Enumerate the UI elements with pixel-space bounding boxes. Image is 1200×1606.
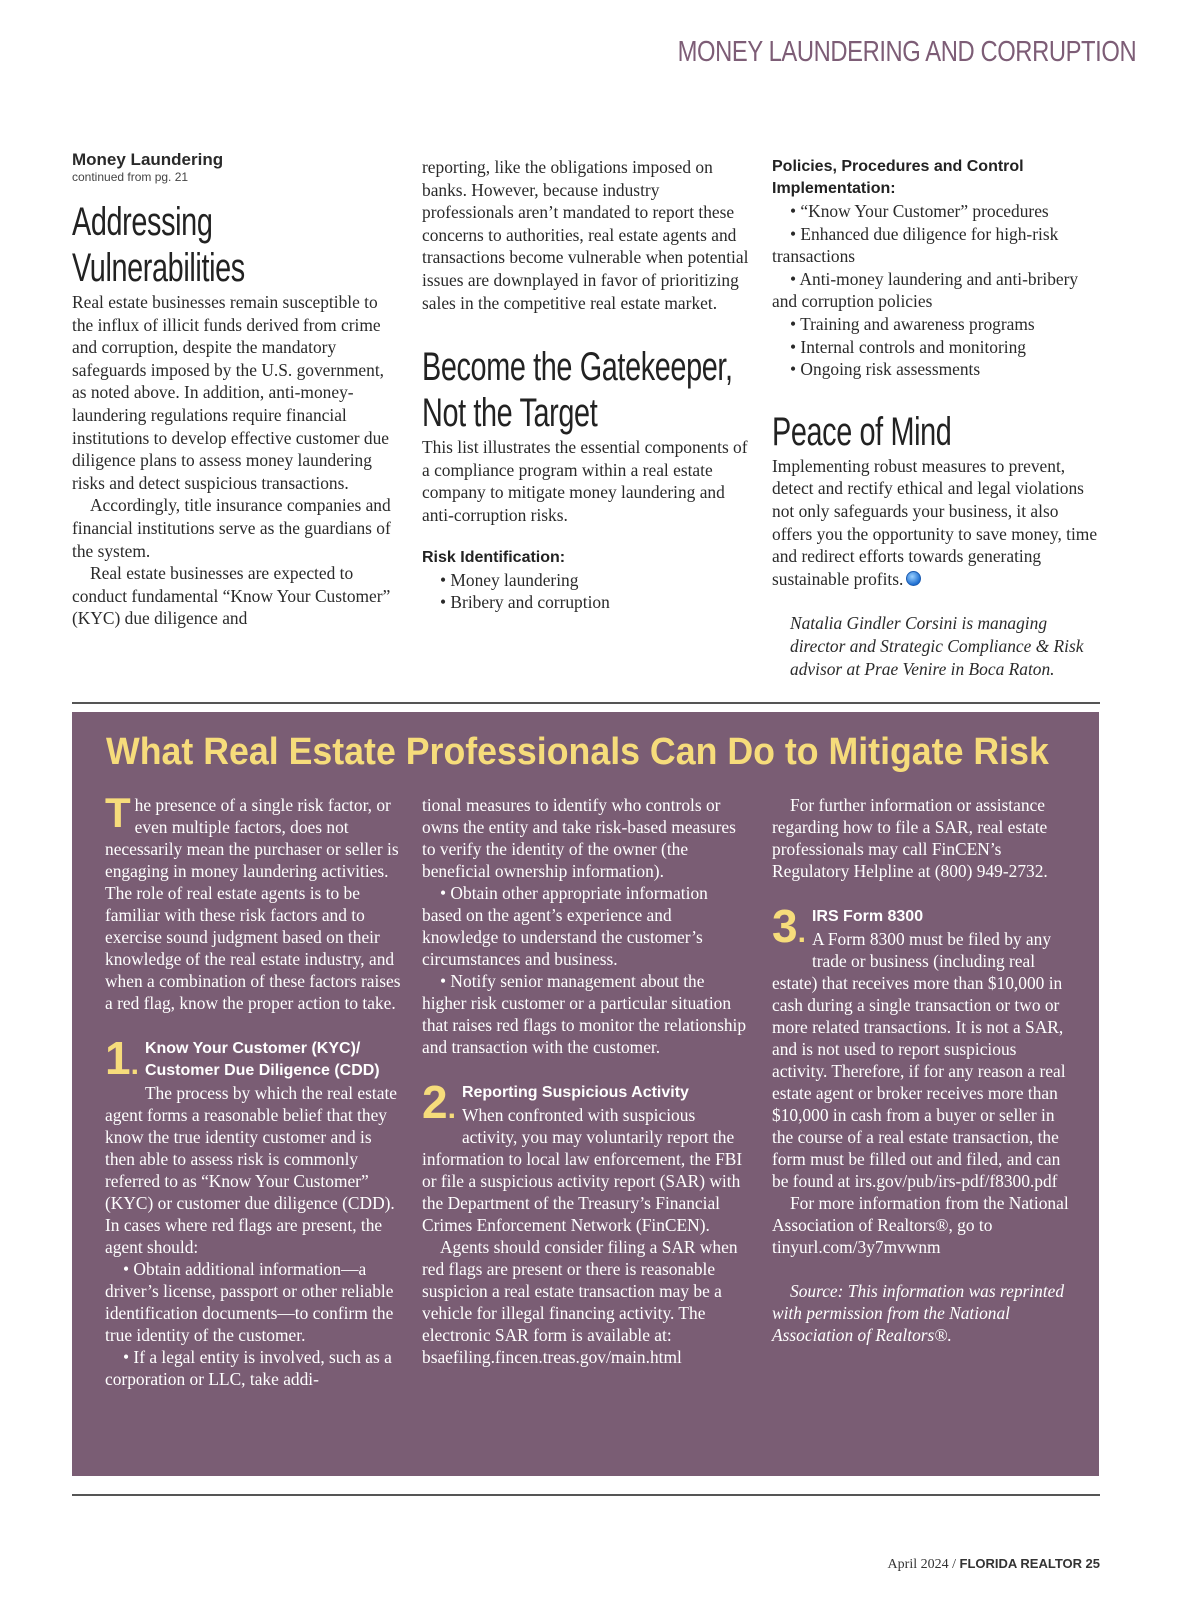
heading-line: Addressing <box>72 200 213 244</box>
list-item: • Money laundering <box>440 569 579 590</box>
heading-gatekeeper <box>422 344 752 436</box>
step-2 <box>422 1076 750 1368</box>
list-item: • Obtain other appropriate information based on the agent’s experience and knowledge to understand the customer’s circumstances and business. <box>422 883 708 969</box>
continued-note: continued from pg. 21 <box>72 170 189 184</box>
sidebar-column-1 <box>105 789 401 1390</box>
globe-icon <box>906 571 921 586</box>
heading-vulnerabilities <box>72 199 400 291</box>
drop-cap: T <box>105 789 131 836</box>
list-item: • Enhanced due diligence for high-risk transactions <box>772 223 1059 267</box>
page-footer <box>888 1556 1100 1573</box>
step-number: 2. <box>422 1076 456 1128</box>
magazine-name: FLORIDA REALTOR <box>959 1556 1083 1571</box>
article-column-1 <box>72 150 400 630</box>
list-item: • Ongoing risk assessments <box>790 359 981 380</box>
list-item: • Internal controls and monitoring <box>790 336 1026 357</box>
sidebar-box <box>72 712 1099 1476</box>
paragraph <box>772 455 1102 591</box>
continued-title: Money Laundering <box>72 150 224 169</box>
step-3 <box>772 900 1070 1258</box>
heading-peace-of-mind <box>772 409 1102 455</box>
list-item: • Obtain additional information—a driver’s license, passport or other reliable identification documents—to confirm the true identity of the customer. <box>105 1259 394 1345</box>
paragraph: tional measures to identify who controls or owns the entity and take risk-based measures to verify the identity of the owner (the beneficial ownership information). <box>422 795 736 881</box>
paragraph-text: Implementing robust measures to prevent, detect and rectify ethical and legal violations not only safeguards your business, it also offers you the opportunity to save money, time and redirect efforts towards generating sustainable profits. <box>772 455 1098 589</box>
step-title: Reporting Suspicious Activity <box>461 1084 689 1101</box>
step-heading <box>772 900 1070 952</box>
step-number: 1. <box>105 1032 139 1084</box>
paragraph: For further information or assistance regarding how to file a SAR, real estate professionals may call FinCEN’s Regulatory Helpline at (800) 949-2732. <box>772 795 1048 881</box>
page-number: 25 <box>1085 1556 1100 1571</box>
divider <box>72 1494 1100 1496</box>
author-byline: Natalia Gindler Corsini is managing director and Strategic Compliance & Risk advisor at Prae Venire in Boca Raton. <box>790 613 1084 679</box>
paragraph: For more information from the National Association of Realtors®, go to tinyurl.com/3y7mvwnm <box>772 1193 1069 1257</box>
list-item: • Bribery and corruption <box>440 592 610 613</box>
list-item: • If a legal entity is involved, such as a corporation or LLC, take addi- <box>105 1347 392 1389</box>
risk-heading: Risk Identification: <box>422 548 566 566</box>
paragraph: This list illustrates the essential components of a compliance program within a real estate company to mitigate money laundering and anti-corruption risks. <box>422 437 748 525</box>
sidebar-column-2 <box>422 794 750 1368</box>
source-note: Source: This information was reprinted with permission from the National Association of Realtors®. <box>772 1281 1065 1345</box>
article-column-2 <box>422 156 752 614</box>
section-label: MONEY LAUNDERING AND CORRUPTION <box>677 36 1136 68</box>
sidebar-column-3 <box>772 794 1070 1346</box>
list-item: • Notify senior management about the higher risk customer or a particular situation that raises red flags to monitor the relationship and transaction with the customer. <box>422 971 747 1057</box>
step-title: Know Your Customer (KYC)/ Customer Due Diligence (CDD) <box>144 1040 380 1079</box>
paragraph: A Form 8300 must be filed by any trade or business (including real estate) that receives more than $10,000 in cash during a single transaction or two or more related transactions. It is not a SAR, and is not used to report suspicious activity. Therefore, if for any reason a real estate agent or broker receives more than $10,000 in cash from a buyer or seller in the course of a real estate transaction, the form must be filled out and filed, and can be found at irs.gov/pub/irs-pdf/f8300.pdf <box>772 929 1066 1191</box>
list-item: • Training and awareness programs <box>790 313 1035 334</box>
policies-heading: Policies, Procedures and Control Implementation: <box>772 158 1024 197</box>
paragraph: When confronted with suspicious activity, you may voluntarily report the information to local law enforcement, the FBI or file a suspicious activity report (SAR) with the Department of the Treasury’s Financial Crimes Enforcement Network (FinCEN). <box>422 1105 743 1235</box>
heading-line: Peace of Mind <box>772 409 952 454</box>
step-title: IRS Form 8300 <box>811 908 924 925</box>
paragraph: Agents should consider filing a SAR when red flags are present or there is reasonable suspicion a real estate transaction may be a vehicle for illegal financing activity. The electronic SAR form is available at: bsaefiling.fincen.treas.gov/main.html <box>422 1237 738 1367</box>
heading-line: Not the Target <box>422 391 598 436</box>
step-1 <box>105 1032 401 1390</box>
issue-date: April 2024 / <box>887 1557 956 1572</box>
article-column-3 <box>772 156 1102 680</box>
paragraph: reporting, like the obligations imposed on banks. However, because industry professionals aren’t mandated to report these concerns to authorities, real estate agents and transactions become vulnerable when potential issues are downplayed in favor of prioritizing sales in the competitive real estate market. <box>422 157 749 313</box>
heading-line: Vulnerabilities <box>72 246 245 290</box>
step-number-text: 3 <box>772 900 798 952</box>
sidebar-title: What Real Estate Professionals Can Do to Mitigate Risk <box>106 731 1049 773</box>
paragraph: Accordingly, title insurance companies and financial institutions serve as the guardians of the system. <box>72 495 391 561</box>
list-item: • “Know Your Customer” procedures <box>790 201 1049 221</box>
paragraph: The process by which the real estate agent forms a reasonable belief that they know the true identity customer and is then able to assess risk is commonly referred to as “Know Your Customer” (KYC) or customer due diligence (CDD). In cases where red flags are present, the agent should: <box>105 1083 397 1257</box>
paragraph-text: he presence of a single risk factor, or even multiple factors, does not necessarily mean the purchaser or seller is engaging in money laundering activities. The role of real estate agents is to be familiar with these risk factors and to exercise sound judgment based on their knowledge of the real estate industry, and when a combination of these factors raises a red flag, know the proper action to take. <box>105 795 401 1013</box>
step-number: 3. <box>772 900 806 952</box>
step-number-text: 2 <box>422 1076 448 1128</box>
list-item: • Anti-money laundering and anti-bribery and corruption policies <box>772 268 1079 312</box>
step-heading <box>105 1032 401 1084</box>
step-number-text: 1 <box>105 1032 131 1084</box>
paragraph: Real estate businesses remain susceptible to the influx of illicit funds derived from crime and corruption, despite the mandatory safeguards imposed by the U.S. government, as noted above. In addition, anti-money-laundering regulations require financial institutions to develop effective customer due diligence plans to assess money laundering risks and detect suspicious transactions. <box>72 292 389 493</box>
paragraph <box>105 789 401 1014</box>
step-heading <box>422 1076 750 1128</box>
paragraph: Real estate businesses are expected to conduct fundamental “Know Your Customer” (KYC) due diligence and <box>72 563 391 629</box>
heading-line: Become the Gatekeeper, <box>422 345 733 390</box>
divider <box>72 702 1100 704</box>
